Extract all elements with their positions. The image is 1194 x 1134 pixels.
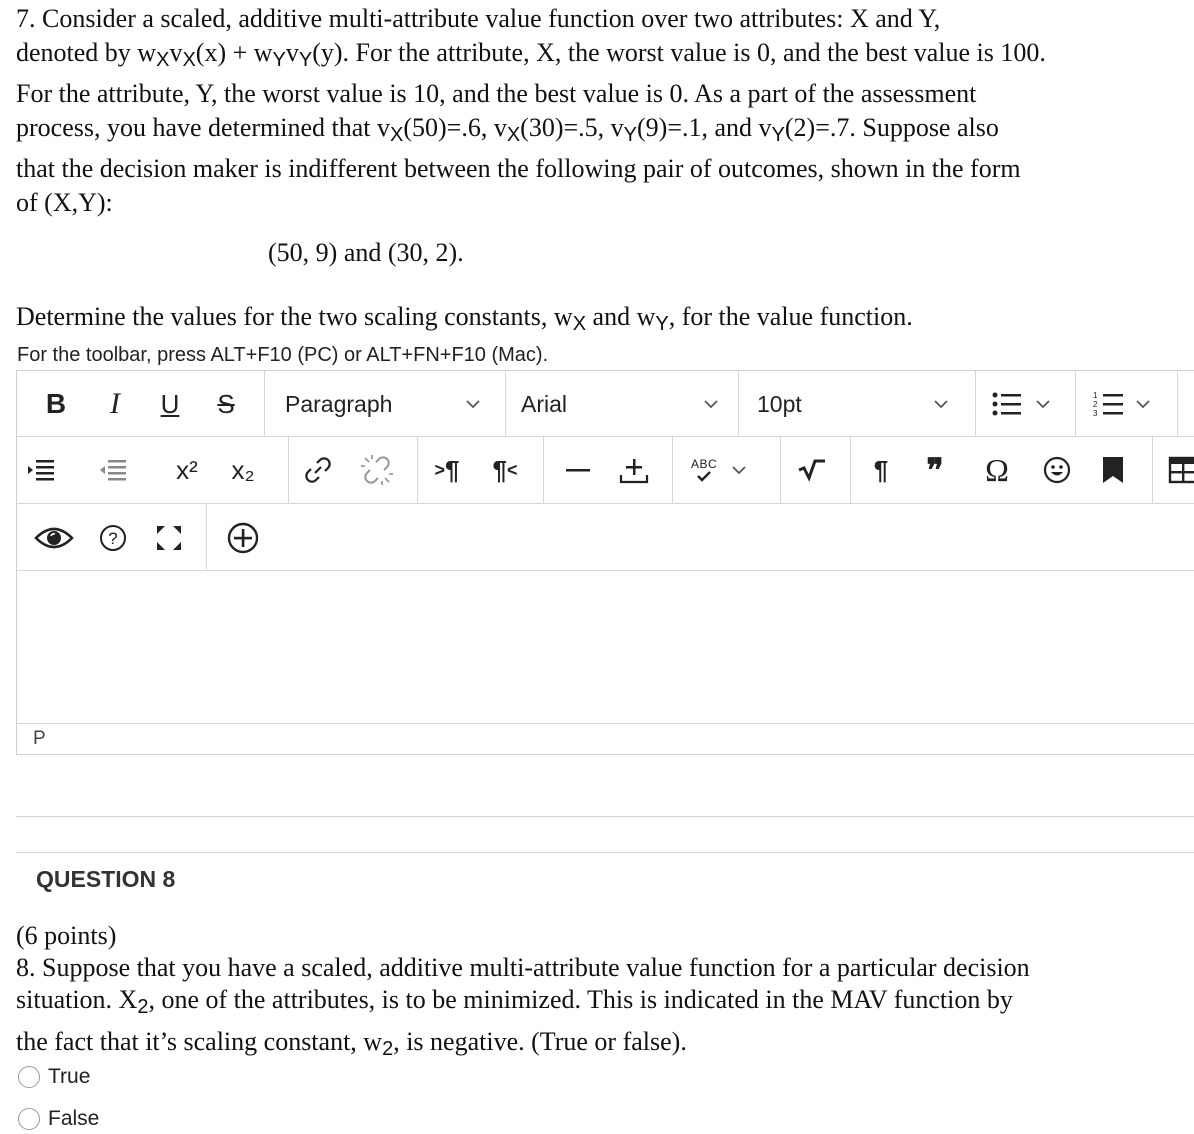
- right-to-left-button[interactable]: [485, 451, 525, 489]
- show-blocks-button[interactable]: [863, 451, 899, 489]
- chevron-down-icon: [465, 399, 481, 409]
- outcome-pair: (50, 9) and (30, 2).: [268, 238, 464, 267]
- editor-content-area[interactable]: [17, 571, 1194, 723]
- q8-line-1: 8. Suppose that you have a scaled, additive multi-attribute value function for a particular decision: [16, 953, 1030, 982]
- toolbar-row-3: [17, 504, 1194, 571]
- answer-option-true[interactable]: [18, 1062, 218, 1092]
- insert-link-button[interactable]: [301, 451, 335, 489]
- anchor-bookmark-button[interactable]: [1095, 451, 1131, 489]
- strikethrough-button[interactable]: S: [217, 388, 235, 419]
- ltr-arrow-icon: >: [434, 459, 446, 480]
- toolbar-row-1: [17, 371, 1194, 437]
- paragraph-format-value: Paragraph: [285, 390, 393, 417]
- rtl-arrow-icon: <: [506, 459, 518, 480]
- bullet-list-icon: [991, 390, 1023, 418]
- indent-button[interactable]: [25, 453, 57, 487]
- toolbar-separator: [975, 371, 976, 437]
- quote-icon: ❞: [926, 452, 944, 488]
- spellcheck-label: ABC: [691, 457, 718, 471]
- editor-status-bar: [17, 723, 1194, 755]
- font-family-value: Arial: [521, 390, 568, 417]
- unlink-icon: [360, 454, 394, 486]
- q8-line-2: situation. $X_2$, one of the attributes, is to be minimized. This is indicated in the MAV function by: [16, 985, 1013, 1018]
- chevron-down-icon: [933, 399, 949, 409]
- pilcrow-icon: ¶: [873, 454, 889, 485]
- outdent-button[interactable]: [97, 453, 129, 487]
- q7-line-6: of (X,Y):: [16, 188, 113, 217]
- bold-button[interactable]: B: [45, 388, 67, 419]
- square-root-icon: [797, 458, 827, 482]
- q7-line-4: process, you have determined that $v_X(50)=.6$, $v_X(30)=.5$, $v_Y(9)=.1$, and $v_Y(2)=.7$. Suppose also: [16, 113, 999, 146]
- help-button[interactable]: [97, 520, 129, 556]
- determine-instruction: Determine the values for the two scaling constants, $w_X$ and $w_Y$, for the value function.: [16, 302, 913, 335]
- italic-button[interactable]: I: [110, 387, 120, 420]
- emoticon-button[interactable]: [1039, 451, 1075, 489]
- q8-points: (6 points): [16, 921, 117, 950]
- rich-text-editor: [16, 370, 1194, 755]
- option-label-true: True: [48, 1065, 91, 1088]
- fullscreen-button[interactable]: [153, 520, 185, 556]
- svg-text:1: 1: [1093, 391, 1098, 400]
- pilcrow-icon: ¶: [492, 454, 507, 485]
- toolbar-separator: [543, 437, 544, 504]
- toolbar-separator: [417, 437, 418, 504]
- toolbar-separator: [738, 371, 739, 437]
- option-label-false: False: [48, 1107, 100, 1130]
- toolbar-hint: For the toolbar, press ALT+F10 (PC) or ALT+FN+F10 (Mac).: [17, 344, 549, 366]
- chevron-down-icon: [703, 399, 719, 409]
- indent-icon: [27, 458, 55, 482]
- underline-button[interactable]: U: [160, 388, 180, 419]
- horizontal-line-icon: [565, 455, 591, 485]
- toolbar-separator: [288, 437, 289, 504]
- question-8-text: [16, 920, 1030, 1068]
- add-content-button[interactable]: [223, 520, 263, 556]
- svg-text:?: ?: [108, 529, 118, 548]
- smiley-icon: [1042, 455, 1072, 485]
- toolbar-separator: [672, 437, 673, 504]
- toolbar-separator: [505, 371, 506, 437]
- spellcheck-button[interactable]: [691, 451, 771, 489]
- radio-true[interactable]: [18, 1066, 40, 1088]
- q8-line-3: the fact that it’s scaling constant, $w_2$, is negative. (True or false).: [16, 1027, 687, 1060]
- toolbar-row-2: [17, 437, 1194, 504]
- toolbar-separator: [264, 371, 265, 437]
- q7-line-5: that the decision maker is indifferent between the following pair of outcomes, shown in the form: [16, 154, 1021, 183]
- plus-circle-icon: [226, 521, 260, 555]
- expand-icon: [155, 524, 183, 552]
- table-icon: [1167, 455, 1194, 485]
- subscript-button[interactable]: x₂: [231, 454, 255, 485]
- chevron-down-icon: [1135, 399, 1151, 409]
- omega-icon: Ω: [985, 451, 1009, 488]
- svg-text:2: 2: [1093, 400, 1098, 409]
- checkmark-icon: [695, 470, 713, 482]
- link-icon: [303, 455, 333, 485]
- bullet-list-button[interactable]: [991, 385, 1063, 423]
- toolbar-separator: [1152, 437, 1153, 504]
- divider: [16, 816, 1194, 817]
- superscript-button[interactable]: x²: [176, 454, 198, 485]
- math-equation-button[interactable]: [795, 451, 829, 489]
- unlink-button[interactable]: [357, 451, 397, 489]
- q7-line-3: For the attribute, Y, the worst value is 10, and the best value is 0. As a part of the assessment: [16, 79, 977, 108]
- radio-false[interactable]: [18, 1108, 40, 1130]
- font-size-dropdown[interactable]: [743, 379, 963, 429]
- preview-button[interactable]: [33, 520, 75, 556]
- toolbar-separator: [1075, 371, 1076, 437]
- q7-line-2: denoted by $w_Xv_X(x) + w_Yv_Y(y)$. For the attribute, X, the worst value is 0, and the best value is 100.: [16, 38, 1046, 71]
- toolbar-separator: [1177, 371, 1178, 437]
- chevron-down-icon: [1035, 399, 1051, 409]
- bookmark-icon: [1100, 455, 1126, 485]
- plus-minus-icon: [619, 455, 649, 485]
- numbered-list-icon: [1093, 390, 1125, 418]
- question-8-heading: QUESTION 8: [36, 866, 176, 892]
- special-character-button[interactable]: [979, 451, 1015, 489]
- answer-option-false[interactable]: [18, 1104, 218, 1134]
- toolbar-separator: [850, 437, 851, 504]
- insert-table-button[interactable]: [1167, 451, 1194, 489]
- svg-text:3: 3: [1093, 409, 1098, 418]
- eye-icon: [34, 523, 74, 553]
- outdent-icon: [99, 458, 127, 482]
- element-path: P: [33, 728, 46, 749]
- toolbar-separator: [206, 504, 207, 571]
- paragraph-format-dropdown[interactable]: [269, 379, 501, 429]
- font-size-value: 10pt: [757, 390, 802, 417]
- divider: [16, 852, 1194, 853]
- font-family-dropdown[interactable]: [509, 379, 735, 429]
- pilcrow-icon: ¶: [445, 454, 460, 485]
- left-to-right-button[interactable]: [427, 451, 467, 489]
- horizontal-rule-button[interactable]: [561, 451, 595, 489]
- chevron-down-icon: [731, 465, 747, 475]
- plus-minus-button[interactable]: [617, 451, 651, 489]
- blockquote-button[interactable]: [917, 451, 953, 489]
- help-icon: [98, 523, 128, 553]
- numbered-list-button[interactable]: [1093, 385, 1165, 423]
- toolbar-separator: [780, 437, 781, 504]
- question-7-text: [16, 2, 1046, 220]
- q7-line-1: 7. Consider a scaled, additive multi-attribute value function over two attributes: X and Y,: [16, 4, 941, 33]
- spellcheck-icon: [691, 458, 717, 482]
